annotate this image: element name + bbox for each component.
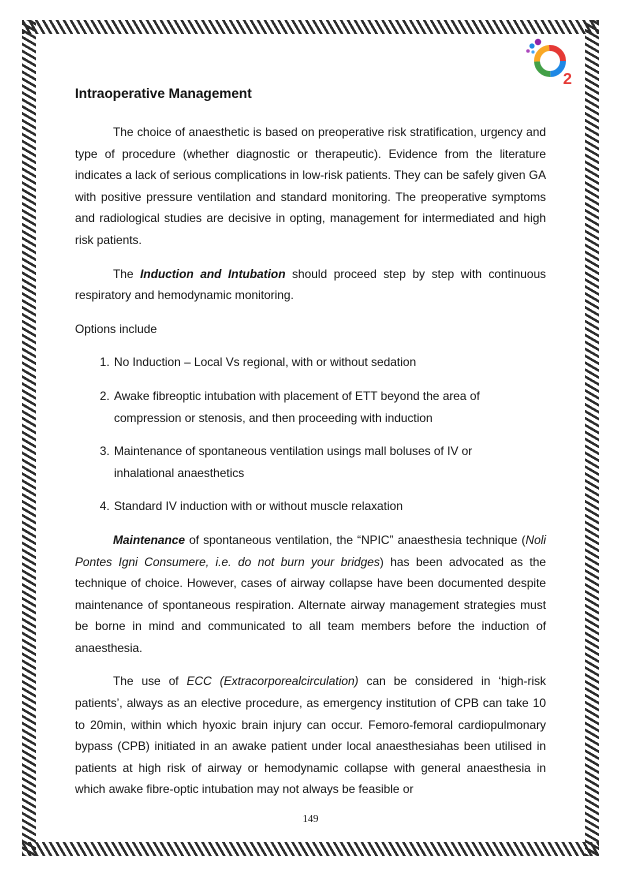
list-item: 1. No Induction – Local Vs regional, with or without sedation — [113, 352, 509, 374]
list-item: 2. Awake fibreoptic intubation with placement of ETT beyond the area of compression or stenosis, and then proceeding with induction — [113, 386, 509, 429]
page-number: 149 — [302, 814, 319, 825]
paragraph-induction-prefix: The — [113, 266, 141, 281]
page-border-bottom — [22, 842, 599, 856]
paragraph-maintenance — [75, 530, 546, 660]
paragraph-ecc — [75, 671, 546, 801]
induction-intubation-emphasis: Induction and Intubation — [140, 266, 286, 281]
maintenance-emphasis: Maintenance — [113, 532, 186, 547]
paragraph-ecc-suffix: can be considered in ‘high-risk patients’, always as an elective procedure, as emergency institution of CPB can take 10 to 20min, within which hyoxic brain injury can occur. Femoro-femoral cardiopulmonary bypass (CPB) initiated in an awake patient under local anaesthesiahas been utilised in patients at high risk of airway or hemodynamic collapse with general anaesthesia in which awake fibre-optic intubation may not always be feasible or — [75, 674, 546, 797]
paragraph-induction — [75, 264, 546, 307]
page-border-right — [585, 20, 599, 856]
ecc-emphasis: ECC (Extracorporealcirculation) — [186, 674, 359, 689]
options-list — [75, 352, 546, 518]
paragraph-induction-suffix: should proceed step by step with continuous respiratory and hemodynamic monitoring. — [75, 266, 547, 303]
o2-logo-icon — [523, 36, 579, 88]
paragraph-maintenance-part2: ) has been advocated as the technique of choice. However, cases of airway collapse have been documented despite maintenance of spontaneous respiration. Alternate airway management strategies must be borne in mind and communicated to all team members before the induction of anaesthesia. — [75, 554, 546, 655]
paragraph-maintenance-part1: of spontaneous ventilation, the “NPIC” anaesthesia technique ( — [185, 532, 526, 547]
list-item: 3. Maintenance of spontaneous ventilation usings mall boluses of IV or inhalational anaesthetics — [113, 441, 509, 484]
page-border-left — [22, 20, 36, 856]
document-body — [75, 84, 546, 813]
paragraph-anaesthetic-choice: The choice of anaesthetic is based on preoperative risk stratification, urgency and type of procedure (whether diagnostic or therapeutic). Evidence from the literature indicates a lack of serious complications in low-risk patients. They can be safely given GA with positive pressure ventilation and standard monitoring. The preoperative symptoms and radiological studies are decisive in opting, management for intermediated and high risk patients. — [75, 125, 547, 247]
page-border-top — [22, 20, 599, 34]
list-item: 4. Standard IV induction with or without muscle relaxation — [113, 496, 509, 518]
options-intro: Options include — [75, 321, 157, 336]
svg-text:2: 2 — [563, 71, 572, 88]
latin-phrase: Noli Pontes Igni Consumere, i.e. do not burn your bridges — [75, 532, 546, 569]
paragraph-ecc-prefix: The use of — [113, 674, 187, 689]
section-heading: Intraoperative Management — [75, 86, 252, 101]
